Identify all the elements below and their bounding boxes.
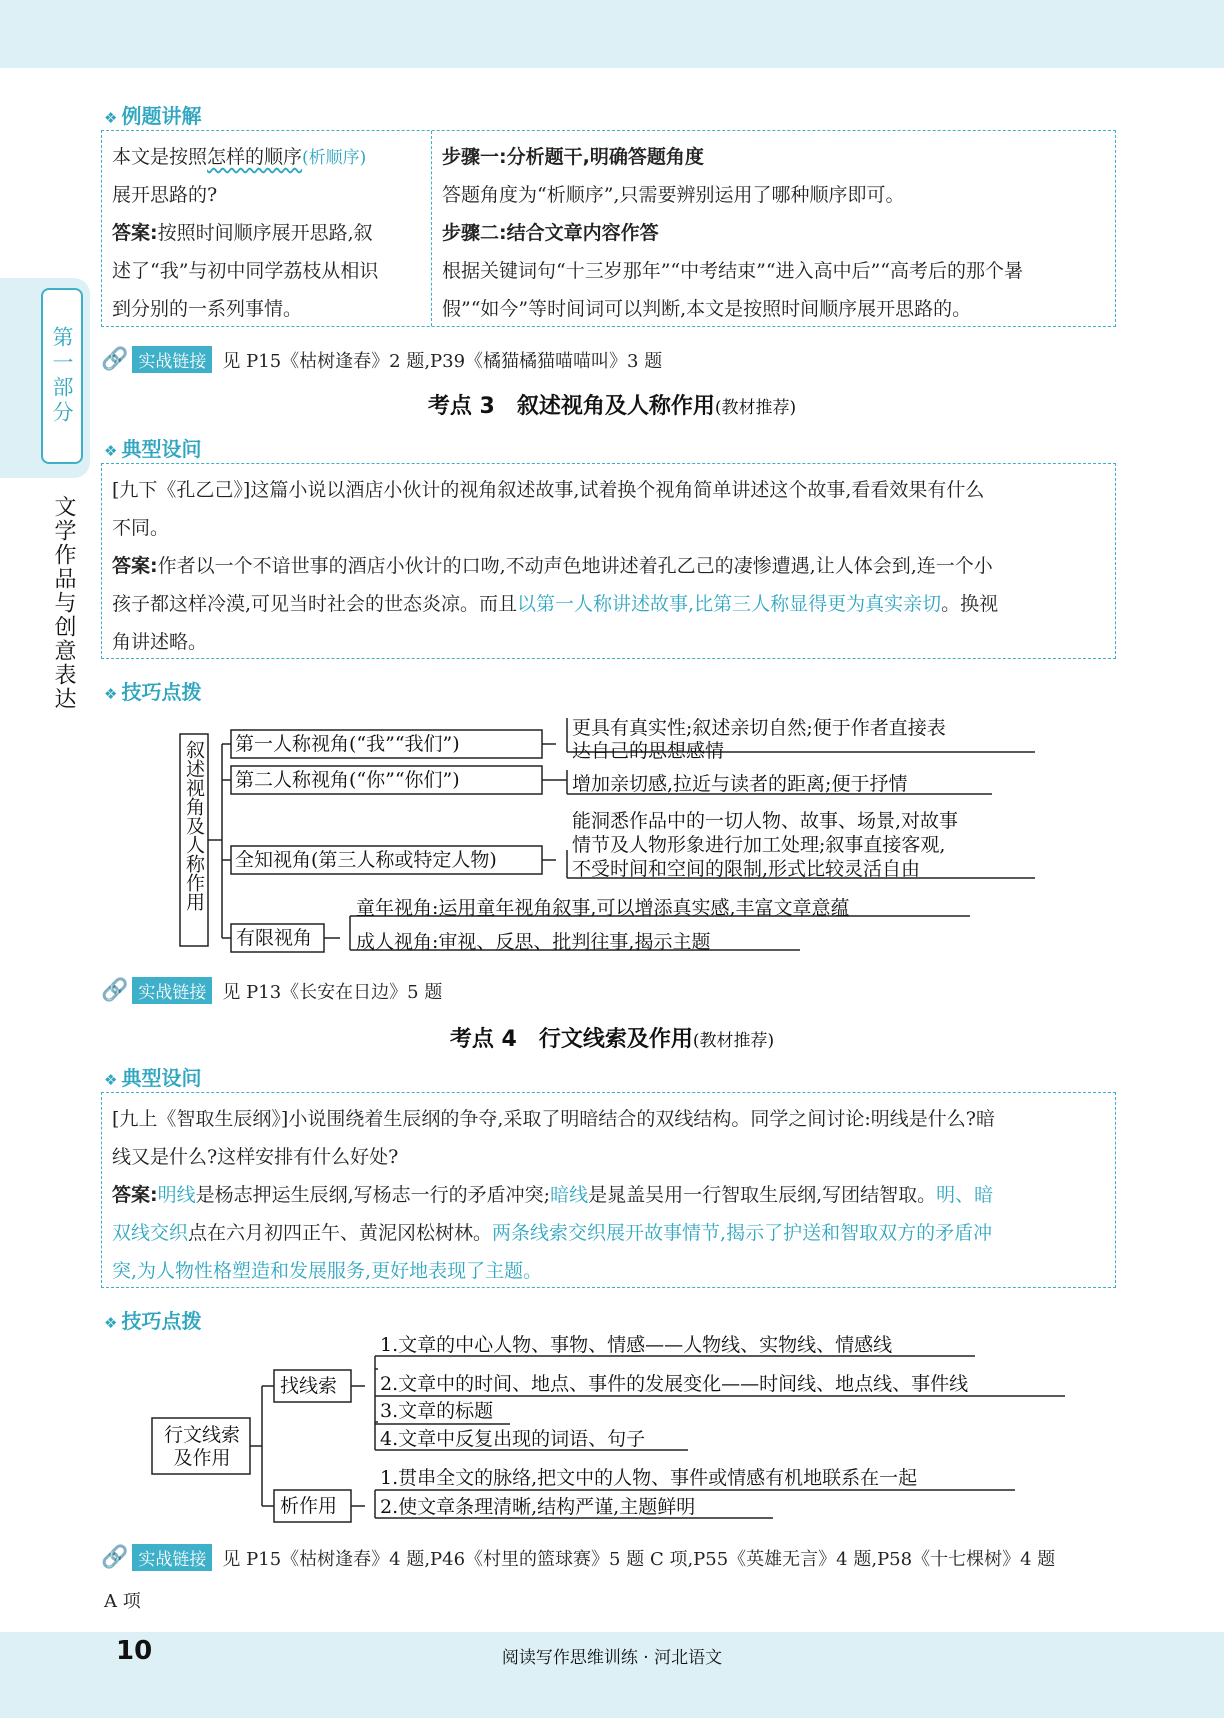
example-heading: ❖ 例题讲解	[104, 104, 202, 128]
kp3-answer-l3: 角讲述略。	[112, 631, 208, 653]
kp4-title: 考点 4 行文线索及作用(教材推荐)	[449, 1027, 775, 1052]
kp4-diagram-root-l2: 及作用	[173, 1447, 231, 1469]
kp3-branch-4: 有限视角	[236, 927, 313, 949]
kp4-find-item-3: 3.文章的标题	[380, 1400, 494, 1422]
kp3-question-l2: 不同。	[112, 517, 170, 539]
kp4-find-clues: 找线索	[280, 1375, 338, 1397]
kp3-diagram-root: 叙述视角及人称作用	[183, 740, 205, 911]
kp4-analyze-item-1: 1.贯串全文的脉络,把文中的人物、事件或情感有机地联系在一起	[380, 1467, 918, 1489]
link-icon: 🔗	[101, 347, 129, 372]
practice-link-2[interactable]: 🔗 实战链接 见 P13《长安在日边》5 题	[101, 978, 443, 1003]
example-answer-l3: 到分别的一系列事情。	[112, 298, 303, 320]
kp3-branch-3: 全知视角(第三人称或特定人物)	[235, 849, 497, 871]
kp4-analyze-item-2: 2.使文章条理清晰,结构严谨,主题鲜明	[380, 1496, 696, 1518]
example-question: 本文是按照怎样的顺序(析顺序)	[112, 146, 367, 168]
kp4-answer-l3: 突,为人物性格塑造和发展服务,更好地表现了主题。	[112, 1260, 543, 1282]
example-answer-l1: 答案:按照时间顺序展开思路,叙	[112, 222, 373, 244]
kp4-question-l1: [九上《智取生辰纲》]小说围绕着生辰纲的争夺,采取了明暗结合的双线结构。同学之间讨论:明线是什么?暗	[112, 1108, 995, 1130]
page-number: 10	[116, 1636, 153, 1666]
kp4-answer-l1: 答案:明线是杨志押运生辰纲,写杨志一行的矛盾冲突;暗线是晁盖吴用一行智取生辰纲,写团结智取。明、暗	[112, 1184, 994, 1206]
link-badge: 实战链接	[132, 977, 212, 1004]
link-icon: 🔗	[101, 978, 129, 1003]
step1-title: 步骤一:分析题干,明确答题角度	[442, 146, 704, 168]
kp3-title: 考点 3 叙述视角及人称作用(教材推荐)	[427, 394, 797, 419]
kp3-branch-1-desc-l2: 达自己的思想感情	[572, 740, 725, 762]
kp4-find-item-4: 4.文章中反复出现的词语、句子	[380, 1428, 646, 1450]
kp3-branch-3-desc-l3: 不受时间和空间的限制,形式比较灵活自由	[572, 858, 921, 880]
step2-text-l2: 假”“如今”等时间词可以判断,本文是按照时间顺序展开思路的。	[442, 298, 972, 320]
practice-link-3[interactable]: 🔗 实战链接 见 P15《枯树逢春》4 题,P46《村里的篮球赛》5 题 C 项,P55《英雄无言》4 题,P58《十七棵树》4 题	[101, 1545, 1056, 1570]
practice-link-1[interactable]: 🔗 实战链接 见 P15《枯树逢春》2 题,P39《橘猫橘猫喵喵叫》3 题	[101, 347, 663, 372]
kp3-branch-1-desc-l1: 更具有真实性;叙述亲切自然;便于作者直接表	[572, 717, 946, 739]
part-tab-label: 第一部分	[50, 326, 74, 426]
kp4-question-heading: ❖ 典型设问	[104, 1066, 202, 1090]
step2-title: 步骤二:结合文章内容作答	[442, 222, 659, 244]
kp3-question-heading: ❖ 典型设问	[104, 437, 202, 461]
link-badge: 实战链接	[132, 346, 212, 373]
footer-book-title: 阅读写作思维训练 · 河北语文	[501, 1648, 723, 1668]
step1-text: 答题角度为“析顺序”,只需要辨别运用了哪种顺序即可。	[442, 184, 905, 206]
kp3-branch-1: 第一人称视角(“我”“我们”)	[235, 733, 460, 755]
link-badge: 实战链接	[132, 1544, 212, 1571]
step2-text-l1: 根据关键词句“十三岁那年”“中考结束”“进入高中后”“高考后的那个暑	[442, 260, 1023, 282]
kp4-tips-heading: ❖ 技巧点拨	[104, 1309, 202, 1333]
kp3-tips-heading: ❖ 技巧点拨	[104, 680, 202, 704]
kp3-question-l1: [九下《孔乙己》]这篇小说以酒店小伙计的视角叙述故事,试着换个视角简单讲述这个故事,看看效果有什么	[112, 479, 985, 501]
example-question-l2: 展开思路的?	[112, 184, 218, 206]
kp4-find-item-2: 2.文章中的时间、地点、事件的发展变化——时间线、地点线、事件线	[380, 1373, 969, 1395]
kp4-question-l2: 线又是什么?这样安排有什么好处?	[112, 1146, 399, 1168]
kp3-branch-4-child-1: 童年视角:运用童年视角叙事,可以增添真实感,丰富文章意蕴	[356, 897, 850, 919]
kp4-find-item-1: 1.文章的中心人物、事物、情感——人物线、实物线、情感线	[380, 1334, 893, 1356]
section-vertical-title: 文学作品与创意表达	[51, 495, 76, 711]
kp3-branch-4-child-2: 成人视角:审视、反思、批判往事,揭示主题	[356, 931, 711, 953]
kp4-analyze-function: 析作用	[280, 1495, 338, 1517]
link-icon: 🔗	[101, 1545, 129, 1570]
kp3-branch-3-desc-l1: 能洞悉作品中的一切人物、故事、场景,对故事	[572, 810, 959, 832]
kp3-branch-3-desc-l2: 情节及人物形象进行加工处理;叙事直接客观,	[572, 834, 946, 856]
kp3-answer-l2: 孩子都这样冷漠,可见当时社会的世态炎凉。而且以第一人称讲述故事,比第三人称显得更为真实亲切。换视	[112, 593, 999, 615]
kp3-branch-2: 第二人称视角(“你”“你们”)	[235, 769, 460, 791]
kp3-branch-2-desc: 增加亲切感,拉近与读者的距离;便于抒情	[572, 773, 908, 795]
kp3-answer-l1: 答案:作者以一个不谙世事的酒店小伙计的口吻,不动声色地讲述着孔乙己的凄惨遭遇,让人体会到,连一个小	[112, 555, 993, 577]
practice-link-3-cont: A 项	[104, 1591, 141, 1612]
example-answer-l2: 述了“我”与初中同学荔枝从相识	[112, 260, 379, 282]
kp4-answer-l2: 双线交织点在六月初四正午、黄泥冈松树林。两条线索交织展开故事情节,揭示了护送和智取双方的矛盾冲	[112, 1222, 993, 1244]
kp4-diagram-root-l1: 行文线索	[163, 1424, 240, 1446]
